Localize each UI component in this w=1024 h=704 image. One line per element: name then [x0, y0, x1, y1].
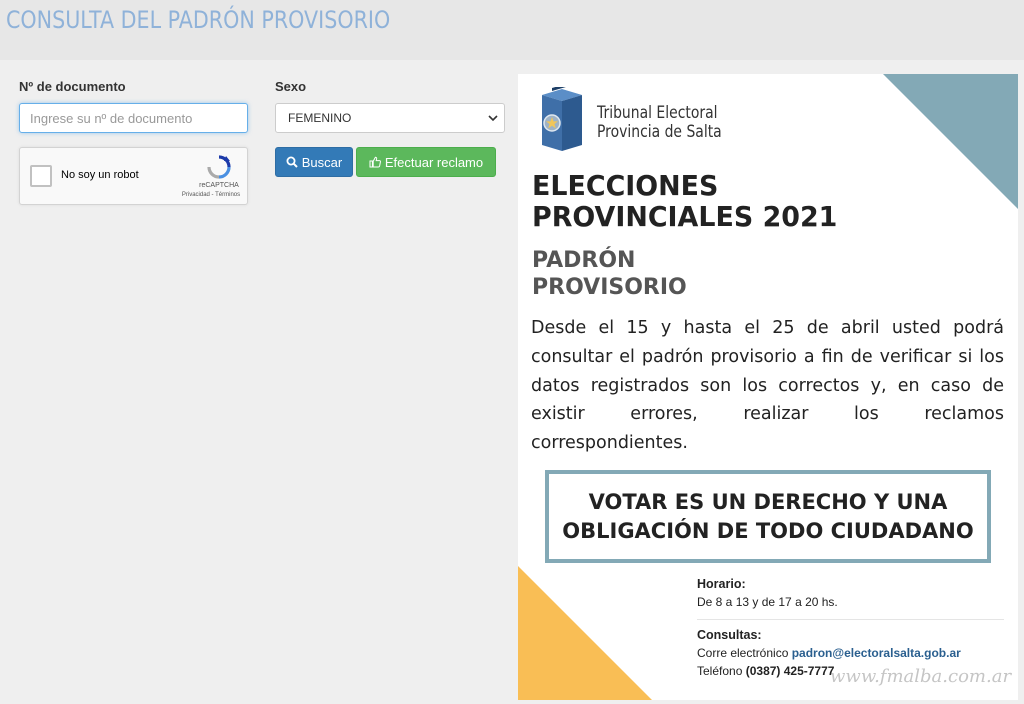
slogan-box [545, 470, 991, 563]
padron-subtitle-line: PROVISORIO [532, 275, 687, 300]
divider [697, 619, 1004, 620]
chevron-down-icon [488, 113, 498, 123]
slogan-line: VOTAR ES UN DERECHO Y UNA [588, 489, 948, 514]
captcha-brand: reCAPTCHA [199, 182, 239, 189]
contact-details [697, 577, 1004, 678]
poster-corner-decoration [518, 566, 652, 700]
recaptcha-widget [19, 147, 248, 205]
org-name [597, 104, 722, 142]
efectuar-reclamo-button[interactable] [356, 147, 496, 177]
thumbs-up-icon [369, 156, 381, 168]
consultas-heading: Consultas: [697, 628, 762, 642]
page-title: CONSULTA DEL PADRÓN PROVISORIO [6, 6, 391, 34]
email-label: Corre electrónico [697, 646, 789, 660]
sexo-select[interactable] [275, 103, 505, 133]
buscar-label: Buscar [301, 154, 343, 170]
phone-label: Teléfono [697, 664, 743, 678]
ballot-box-icon [538, 87, 586, 153]
email-link[interactable]: padron@electoralsalta.gob.ar [791, 646, 961, 660]
captcha-label: No soy un robot [61, 169, 139, 181]
slogan-line: OBLIGACIÓN DE TODO CIUDADANO [562, 518, 974, 543]
org-name-line: Provincia de Salta [597, 122, 722, 142]
elections-title-line: ELECCIONES [532, 169, 719, 202]
buscar-button[interactable] [275, 147, 353, 177]
watermark: www.fmalba.com.ar [830, 666, 1012, 687]
info-paragraph: Desde el 15 y hasta el 25 de abril usted podrá consultar el padrón provisorio a fin de verificar si los datos registrados son los correctos y, en caso de existir errores, realizar los reclamos correspondientes. [531, 318, 1004, 454]
horario-heading: Horario: [697, 577, 746, 591]
padron-subtitle-line: PADRÓN [532, 248, 636, 273]
elections-title-line: PROVINCIALES 2021 [532, 200, 838, 233]
recaptcha-icon [206, 154, 232, 180]
documento-label: Nº de documento [19, 79, 126, 94]
captcha-checkbox[interactable] [30, 165, 52, 187]
sexo-selected-value: FEMENINO [288, 111, 352, 125]
info-poster [518, 74, 1018, 700]
sexo-label: Sexo [275, 79, 307, 94]
page-header [0, 0, 1024, 60]
horario-value: De 8 a 13 y de 17 a 20 hs. [697, 595, 838, 609]
phone-value: (0387) 425-7777 [745, 664, 835, 678]
poster-corner-decoration [883, 74, 1018, 209]
padron-subtitle [532, 247, 687, 301]
elections-title [532, 170, 837, 232]
org-name-line: Tribunal Electoral [597, 103, 718, 123]
documento-input[interactable] [19, 103, 248, 133]
email-row [697, 646, 1004, 660]
search-icon [286, 156, 298, 168]
efectuar-reclamo-label: Efectuar reclamo [384, 154, 484, 170]
captcha-links[interactable]: Privacidad - Términos [181, 192, 241, 198]
